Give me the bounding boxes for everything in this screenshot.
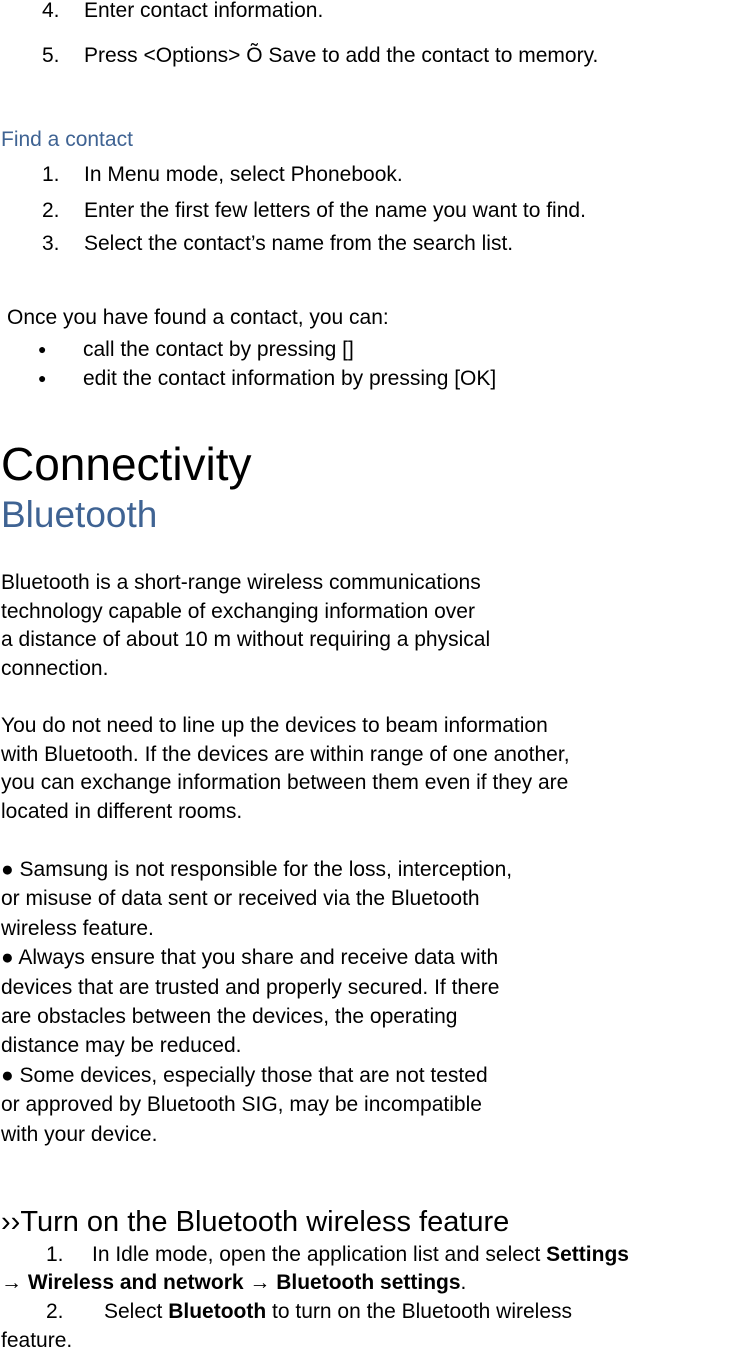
step-number: 4. <box>42 0 60 22</box>
step-bold: → Wireless and network → Bluetooth settings <box>1 1271 461 1294</box>
bullet-item <box>38 364 497 393</box>
add-step-4 <box>42 0 323 25</box>
find-step-1 <box>42 160 403 189</box>
bluetooth-notes: ● Samsung is not responsible for the loss, interception, or misuse of data sent or received via the Bluetooth wireless feature. ● Always ensure that you share and receive data with devices that are trusted and properly secured. If there are obstacles between the devices, the operating distance may be reduced. ● Some devices, especially those that are not tested or approved by Bluetooth SIG, may be incompatible with your device. <box>1 858 513 1146</box>
bullet-item <box>38 335 354 364</box>
step-text: Press <Options> Õ Save to add the contact to memory. <box>84 44 599 67</box>
section-title: Connectivity <box>1 438 252 490</box>
step-text: to turn on the Bluetooth wireless <box>266 1300 573 1323</box>
step-number: 5. <box>42 44 60 67</box>
step-number: 2. <box>46 1300 64 1323</box>
find-step-2 <box>42 196 586 225</box>
step-number: 1. <box>42 163 60 186</box>
turn-on-step-1-cont <box>1 1268 466 1297</box>
bluetooth-intro-paragraph: Bluetooth is a short-range wireless communications technology capable of exchanging information over a distance of about 10 m without requiring a physical connection. <box>1 571 491 681</box>
find-contact-heading: Find a contact <box>1 128 133 151</box>
step-number: 2. <box>42 199 60 222</box>
bullet-text: edit the contact information by pressing [OK] <box>83 367 497 390</box>
bluetooth-range-paragraph: You do not need to line up the devices to beam information with Bluetooth. If the devices are within range of one another, you can exchange information between them even if they are located in different rooms. <box>1 714 570 824</box>
turn-on-step-2 <box>46 1297 572 1326</box>
step-text: In Menu mode, select Phonebook. <box>84 163 403 186</box>
step-number: 1. <box>46 1243 64 1266</box>
turn-on-heading: ››Turn on the Bluetooth wireless feature <box>1 1206 510 1238</box>
step-text: Enter the first few letters of the name you want to find. <box>84 199 586 222</box>
step-text: Select the contact’s name from the search list. <box>84 232 514 255</box>
turn-on-step-1 <box>46 1240 629 1269</box>
bullet-text: call the contact by pressing [] <box>83 338 354 361</box>
step-bold: Settings <box>546 1243 629 1266</box>
step-text: In Idle mode, open the application list and select <box>92 1243 547 1266</box>
bullet-icon: ● <box>38 370 47 386</box>
bullet-icon: ● <box>38 341 47 357</box>
add-step-5 <box>42 41 598 70</box>
step-number: 3. <box>42 232 60 255</box>
step-text: . <box>460 1271 467 1294</box>
step-bold: Bluetooth <box>168 1300 267 1323</box>
turn-on-step-2-cont: feature. <box>1 1329 73 1352</box>
step-text: Select <box>104 1300 169 1323</box>
step-text: Enter contact information. <box>84 0 324 22</box>
once-found-text: Once you have found a contact, you can: <box>7 306 389 329</box>
section-subtitle: Bluetooth <box>1 494 158 535</box>
find-step-3 <box>42 229 513 258</box>
